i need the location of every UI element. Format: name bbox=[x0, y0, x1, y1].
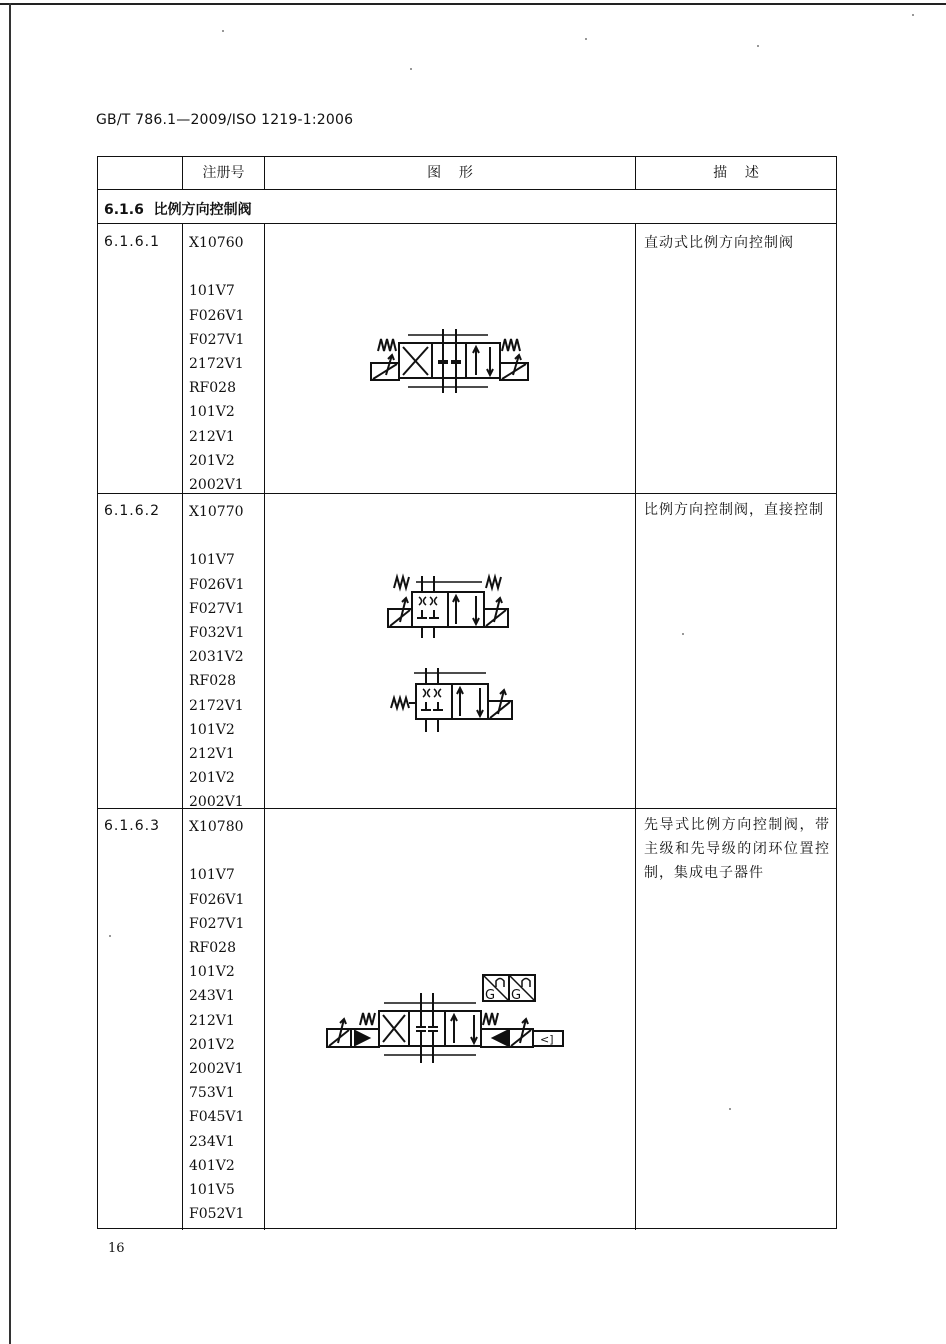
registration-code: RF028 bbox=[189, 940, 236, 957]
registration-code: F045V1 bbox=[189, 1109, 245, 1126]
registration-code: 243V1 bbox=[189, 988, 235, 1005]
registration-code bbox=[189, 524, 244, 548]
scan-speck bbox=[109, 935, 111, 937]
page-number: 16 bbox=[108, 1241, 125, 1256]
section-title: 6.1.6 比例方向控制阀 bbox=[104, 202, 252, 218]
scan-speck bbox=[912, 14, 914, 16]
registration-code: 2002V1 bbox=[189, 1061, 244, 1078]
registration-code: 201V2 bbox=[189, 452, 235, 469]
registration-code: 234V1 bbox=[189, 1133, 235, 1150]
registration-code: RF028 bbox=[189, 380, 236, 397]
registration-code bbox=[189, 255, 244, 279]
svg-text:<]: <] bbox=[540, 1033, 554, 1046]
pilot-operated-valve-symbol bbox=[324, 973, 570, 1065]
registration-code: 2002V1 bbox=[189, 794, 244, 811]
registration-code: X10770 bbox=[189, 504, 244, 520]
registration-code: 753V1 bbox=[189, 1085, 235, 1102]
registration-code: 212V1 bbox=[189, 428, 235, 445]
direct-acting-valve-symbol bbox=[368, 325, 536, 397]
registration-code: X10760 bbox=[189, 235, 244, 251]
page-left-edge bbox=[9, 3, 11, 1344]
standard-header: GB/T 786.1—2009/ISO 1219-1:2006 bbox=[96, 112, 354, 128]
registration-code: F032V1 bbox=[189, 625, 245, 642]
registration-code: 101V2 bbox=[189, 721, 235, 738]
registration-code: F027V1 bbox=[189, 600, 245, 617]
page-top-edge bbox=[0, 3, 946, 5]
registration-code: F026V1 bbox=[189, 891, 245, 908]
registration-code: 101V5 bbox=[189, 1182, 235, 1199]
row-divider bbox=[98, 189, 836, 190]
registration-code: 212V1 bbox=[189, 1012, 235, 1029]
registration-list bbox=[189, 500, 244, 815]
registration-code: F027V1 bbox=[189, 915, 245, 932]
registration-code: 2172V1 bbox=[189, 356, 244, 373]
registration-code: 2031V2 bbox=[189, 649, 244, 666]
col-divider bbox=[182, 224, 183, 1230]
row-divider bbox=[98, 223, 836, 224]
scan-speck bbox=[410, 68, 412, 70]
row-description: 比例方向控制阀，直接控制 bbox=[644, 502, 824, 518]
header-registration: 注册号 bbox=[202, 165, 245, 181]
registration-code: X10780 bbox=[189, 819, 244, 835]
scan-speck bbox=[729, 1108, 731, 1110]
registration-code: 101V7 bbox=[189, 552, 235, 569]
registration-code: 201V2 bbox=[189, 770, 235, 787]
registration-code: 401V2 bbox=[189, 1157, 235, 1174]
registration-code bbox=[189, 839, 244, 863]
registration-list bbox=[189, 231, 244, 497]
registration-code: 101V2 bbox=[189, 964, 235, 981]
header-number bbox=[98, 157, 182, 189]
registration-code: 2002V1 bbox=[189, 477, 244, 494]
registration-code: F027V1 bbox=[189, 331, 245, 348]
col-divider bbox=[635, 224, 636, 1230]
registration-code: F026V1 bbox=[189, 307, 245, 324]
registration-code: F026V1 bbox=[189, 576, 245, 593]
row-number: 6.1.6.1 bbox=[104, 234, 160, 250]
scan-speck bbox=[585, 38, 587, 40]
svg-text:G: G bbox=[485, 988, 496, 1003]
registration-code: 2172V1 bbox=[189, 697, 244, 714]
row-number: 6.1.6.3 bbox=[104, 818, 160, 834]
registration-code: 101V7 bbox=[189, 867, 235, 884]
registration-code: F052V1 bbox=[189, 1206, 245, 1223]
direct-controlled-valve-symbol bbox=[386, 572, 520, 736]
scan-speck bbox=[757, 45, 759, 47]
row-description: 先导式比例方向控制阀，带主级和先导级的闭环位置控制，集成电子器件 bbox=[644, 817, 830, 881]
col-divider bbox=[264, 224, 265, 1230]
registration-code: 101V2 bbox=[189, 404, 235, 421]
row-description: 直动式比例方向控制阀 bbox=[644, 235, 794, 251]
svg-text:G: G bbox=[511, 988, 522, 1003]
registration-list bbox=[189, 815, 244, 1226]
registration-code: RF028 bbox=[189, 673, 236, 690]
registration-code: 212V1 bbox=[189, 746, 235, 763]
header-description: 描 述 bbox=[713, 165, 759, 181]
header-symbol: 图 形 bbox=[427, 165, 473, 181]
scan-speck bbox=[682, 633, 684, 635]
registration-code: 101V7 bbox=[189, 283, 235, 300]
symbol-table bbox=[97, 156, 837, 1229]
row-number: 6.1.6.2 bbox=[104, 503, 160, 519]
registration-code: 201V2 bbox=[189, 1036, 235, 1053]
scan-speck bbox=[222, 30, 224, 32]
